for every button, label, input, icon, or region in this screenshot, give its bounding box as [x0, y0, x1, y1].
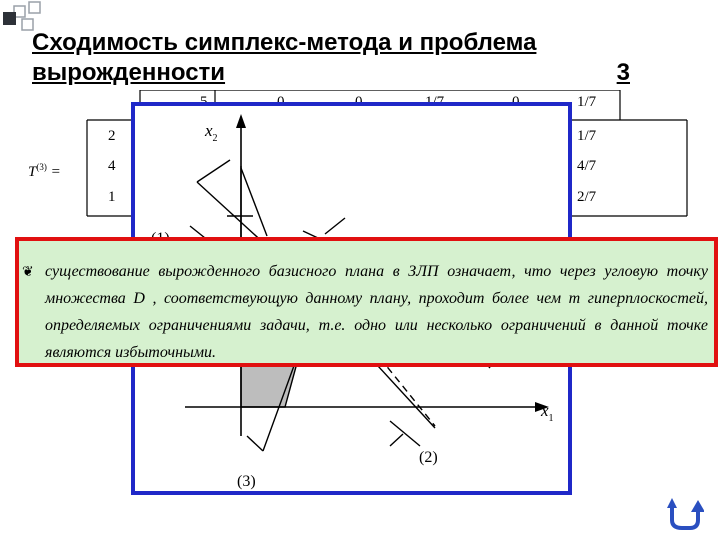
x2-axis-label: $x_2$	[205, 121, 218, 144]
table-header-5: 1/7	[577, 94, 597, 110]
constraint-label-2: (2)	[419, 449, 438, 466]
x1-axis-label: $x_1$	[541, 401, 554, 424]
degeneracy-note-text: существование вырожденного базисного плана в ЗЛП означает, что через угловую точку множества D , соответствующую данному плану, проходит более чем т гиперплоскостей, определяемых ограничениями задачи, т.е. одно или несколько ограничений в данной точке являются избыточными.	[45, 263, 708, 361]
degeneracy-note	[15, 237, 718, 367]
bullet-icon: ❦	[22, 265, 34, 280]
table-right-1: 4/7	[577, 158, 597, 174]
title-line-2: вырожденности	[32, 59, 226, 86]
table-right-0: 1/7	[577, 128, 597, 144]
title-line-1: Сходимость симплекс-метода и проблема	[32, 29, 537, 56]
table-basis-2: 1	[108, 189, 116, 205]
x2-arrow-icon	[236, 114, 246, 128]
table-basis-0: 2	[108, 128, 116, 144]
table-right-2: 2/7	[577, 189, 597, 205]
table-basis-1: 4	[108, 158, 116, 174]
page-number: 3	[616, 59, 630, 86]
return-button[interactable]	[664, 496, 704, 532]
return-arrow-icon	[664, 496, 704, 532]
constraint-label-3: (3)	[237, 473, 256, 490]
slide-title	[32, 28, 630, 88]
table-label: $T^{(3)}$ =	[28, 162, 61, 180]
